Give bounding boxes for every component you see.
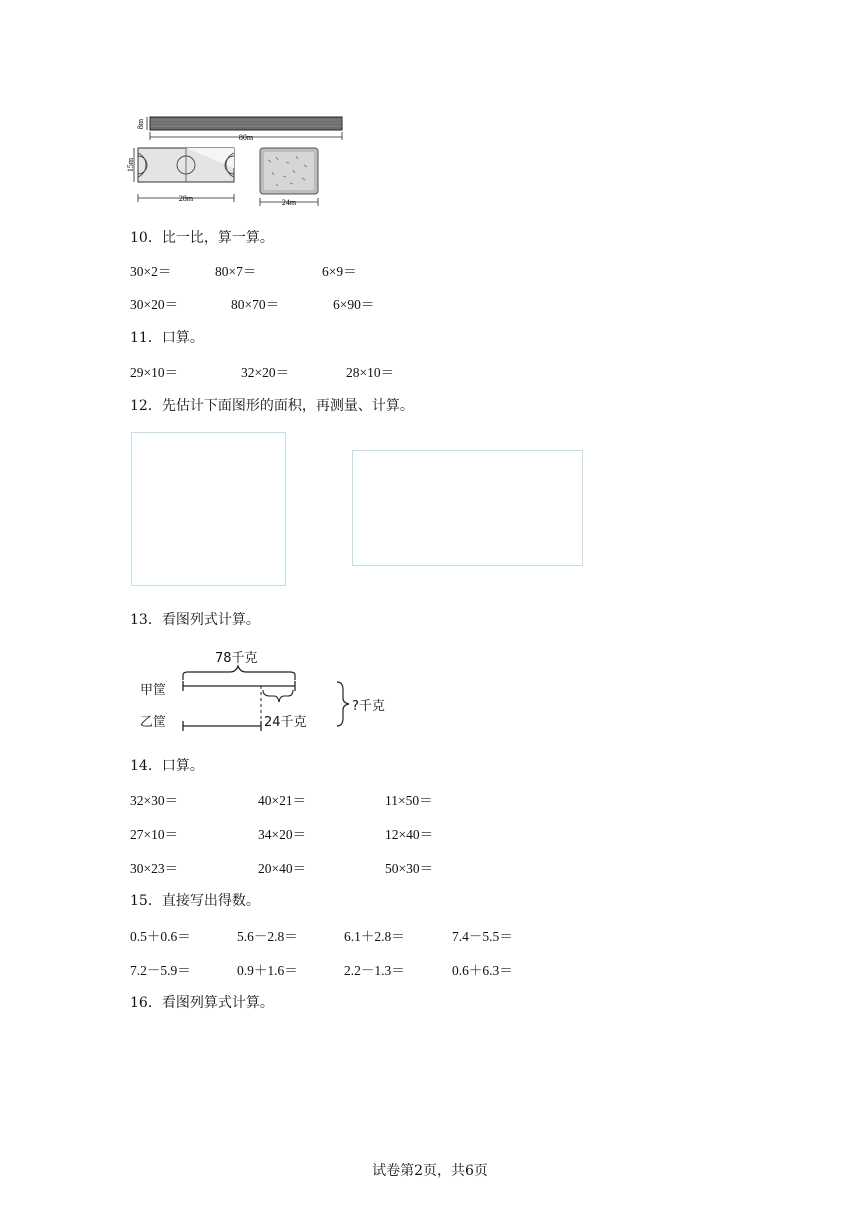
q14-r1-c1: 32×30＝ — [130, 793, 179, 808]
q15-r1-c3: 6.1＋2.8＝ — [344, 929, 405, 944]
total-brace — [337, 682, 349, 726]
q10-title: 10．比一比，算一算。 — [130, 230, 274, 246]
q15-r2-c2: 0.9＋1.6＝ — [237, 963, 298, 978]
label-yi: 乙筐 — [140, 715, 167, 730]
q14-r2-c3: 12×40＝ — [385, 827, 434, 842]
q14-title: 14．口算。 — [130, 758, 204, 774]
label-78kg: 78千克 — [215, 651, 258, 666]
q14-r3-c2: 20×40＝ — [258, 861, 307, 876]
q14-r1-c2: 40×21＝ — [258, 793, 307, 808]
q14-r3-c1: 30×23＝ — [130, 861, 179, 876]
q11-item-1: 29×10＝ — [130, 365, 179, 380]
label-24kg: 24千克 — [264, 715, 307, 730]
q10-r1-c2: 80×7＝ — [215, 264, 257, 279]
q10-r1-c1: 30×2＝ — [130, 264, 172, 279]
q14-r2-c2: 34×20＝ — [258, 827, 307, 842]
top-brace — [183, 666, 295, 680]
q15-r1-c2: 5.6－2.8＝ — [237, 929, 298, 944]
q11-title: 11．口算。 — [130, 330, 204, 346]
q15-r2-c4: 0.6＋6.3＝ — [452, 963, 513, 978]
q10-r2-c1: 30×20＝ — [130, 297, 179, 312]
label-total: ?千克 — [352, 699, 385, 714]
q14-r2-c1: 27×10＝ — [130, 827, 179, 842]
q15-r2-c3: 2.2－1.3＝ — [344, 963, 405, 978]
shape-square — [131, 432, 286, 586]
q10-r2-c3: 6×90＝ — [333, 297, 375, 312]
q10-r1-c3: 6×9＝ — [322, 264, 357, 279]
q15-title: 15．直接写出得数。 — [130, 893, 260, 909]
lawn-width-label: 24m — [281, 198, 297, 207]
field-width-label: 28m — [178, 194, 194, 203]
difference-brace — [263, 690, 293, 702]
q15-r2-c1: 7.2－5.9＝ — [130, 963, 191, 978]
q15-r1-c4: 7.4－5.5＝ — [452, 929, 513, 944]
q14-r3-c3: 50×30＝ — [385, 861, 434, 876]
q11-item-3: 28×10＝ — [346, 365, 395, 380]
page-footer: 试卷第2页，共6页 — [372, 1163, 488, 1179]
field-height-label: 15m — [126, 157, 135, 173]
q14-r1-c3: 11×50＝ — [385, 793, 433, 808]
q15-r1-c1: 0.5＋0.6＝ — [130, 929, 191, 944]
label-jia: 甲筐 — [140, 683, 167, 698]
q11-item-2: 32×20＝ — [241, 365, 290, 380]
q10-r2-c2: 80×70＝ — [231, 297, 280, 312]
road-length-label: 80m — [238, 133, 254, 142]
shape-rectangle — [352, 450, 583, 566]
road-width-label: 8m — [136, 118, 145, 130]
q16-title: 16．看图列算式计算。 — [130, 995, 274, 1011]
q12-title: 12．先估计下面图形的面积，再测量、计算。 — [130, 398, 414, 414]
figure-areas — [126, 110, 356, 210]
q13-title: 13．看图列式计算。 — [130, 612, 260, 628]
